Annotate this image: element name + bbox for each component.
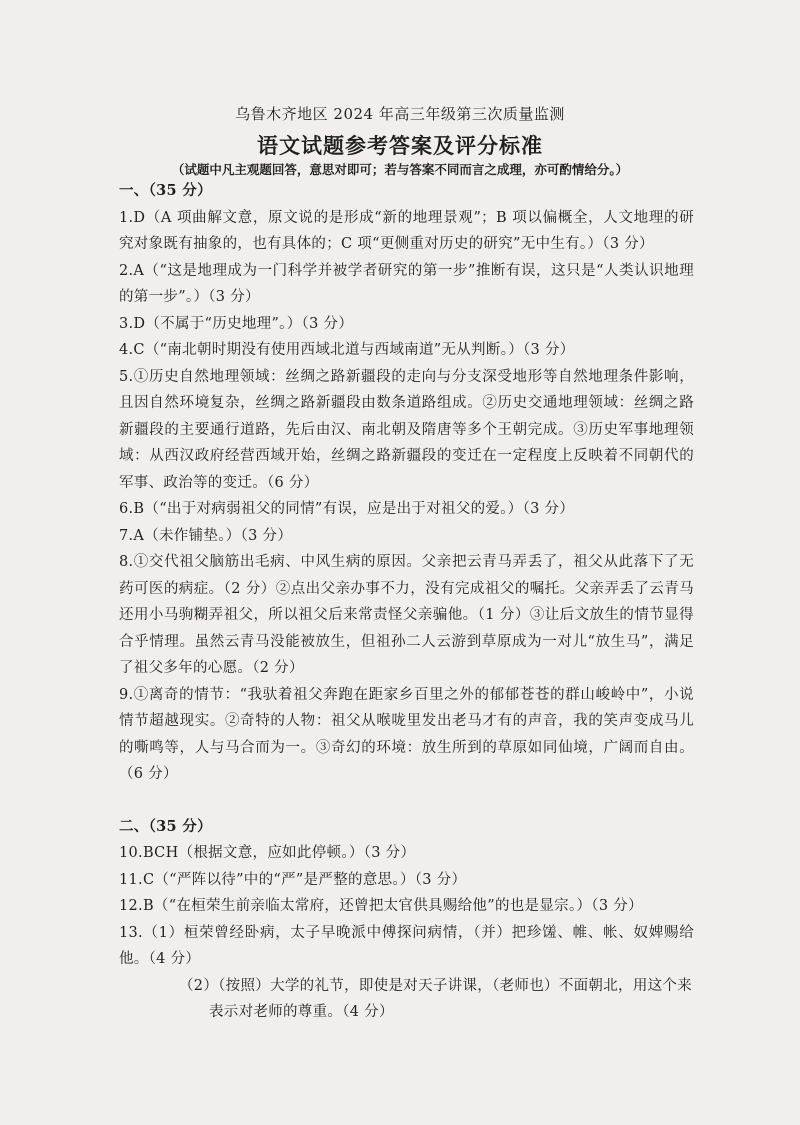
- answer-item: 2.A（“这是地理成为一门科学并被学者研究的第一步”推断有误，这只是“人类认识地理的第一步”。）（3 分）: [119, 262, 694, 305]
- page-title: 语文试题参考答案及评分标准: [257, 133, 543, 158]
- answer-item: 4.C（“南北朝时期没有使用西域北道与西域南道”无从判断。）（3 分）: [119, 342, 575, 358]
- answer-item: 8.①交代祖父脑筋出毛病、中风生病的原因。父亲把云青马弄丢了，祖父从此落下了无药可医的病症。（2 分）②点出父亲办事不力，没有完成祖父的嘱托。父亲弄丢了云青马还用小马驹糊弄祖父，所以祖父后来常责怪父亲骗他。（1 分）③让后文放生的情节显得合乎情理。虽然云青马没能被放生，但祖孙二人云游到草原成为一对儿“放生马”，满足了祖父多年的心愿。（2 分）: [119, 554, 694, 676]
- grading-note: （试题中凡主观题回答，意思对即可；若与答案不同而言之成理，亦可酌情给分。）: [171, 162, 629, 177]
- answer-item: 5.①历史自然地理领域：丝绸之路新疆段的走向与分支深受地形等自然地理条件影响，且因自然环境复杂，丝绸之路新疆段由数条道路组成。②历史交通地理领域：丝绸之路新疆段的主要通行道路，先后由汉、南北朝及隋唐等多个王朝完成。③历史军事地理领域：从西汉政府经营西域开始，丝绸之路新疆段的变迁在一定程度上反映着不同朝代的军事、政治等的变迁。（6 分）: [119, 368, 694, 491]
- answer-item: 11.C（“严阵以待”中的“严”是严整的意思。）（3 分）: [119, 871, 467, 888]
- section-2-heading: 二、（35 分）: [119, 817, 212, 835]
- answer-item: 12.B（“在桓荣生前亲临太常府，还曾把太官供具赐给他”的也是显宗。）（3 分）: [119, 898, 643, 914]
- q13-sub-2: （2）（按照）大学的礼节，即使是对天子讲课，（老师也）不面朝北，用这个来表示对老师的尊重。（4 分）: [179, 977, 693, 1020]
- answer-item: 1.D（A 项曲解文意，原文说的是形成“新的地理景观”；B 项以偏概全，人文地理的研究对象既有抽象的，也有具体的；C 项“更侧重对历史的研究”无中生有。）（3 分）: [119, 209, 694, 252]
- answer-item: 10.BCH（根据文意，应如此停顿。）（3 分）: [119, 845, 416, 861]
- answer-item: 6.B（“出于对病弱祖父的同情”有误，应是出于对祖父的爱。）（3 分）: [119, 501, 575, 517]
- section-gap: [119, 788, 694, 814]
- q13-sub-1: （1）桓荣曾经卧病，太子早晚派中傅探问病情，（并）把珍馐、帷、帐、奴婢赐给他。（4 分）: [119, 924, 694, 967]
- answer-content: [119, 178, 694, 1026]
- answer-item: 7.A（未作铺垫。）（3 分）: [119, 527, 293, 544]
- answer-item-13: [119, 920, 694, 973]
- q13-label: 13.: [119, 924, 143, 941]
- exam-subtitle: 乌鲁木齐地区 2024 年高三年级第三次质量监测: [235, 105, 565, 123]
- answer-item: 3.D（不属于“历史地理”。）（3 分）: [119, 315, 354, 332]
- answer-item: 9.①离奇的情节：“我驮着祖父奔跑在距家乡百里之外的郁郁苍苍的群山峻岭中”，小说情节超越现实。②奇特的人物：祖父从喉咙里发出老马才有的声音，我的笑声变成马儿的嘶鸣等，人与马合而为一。③奇幻的环境：放生所到的草原如同仙境，广阔而自由。（6 分）: [119, 686, 694, 782]
- section-1-heading: 一、（35 分）: [119, 182, 212, 199]
